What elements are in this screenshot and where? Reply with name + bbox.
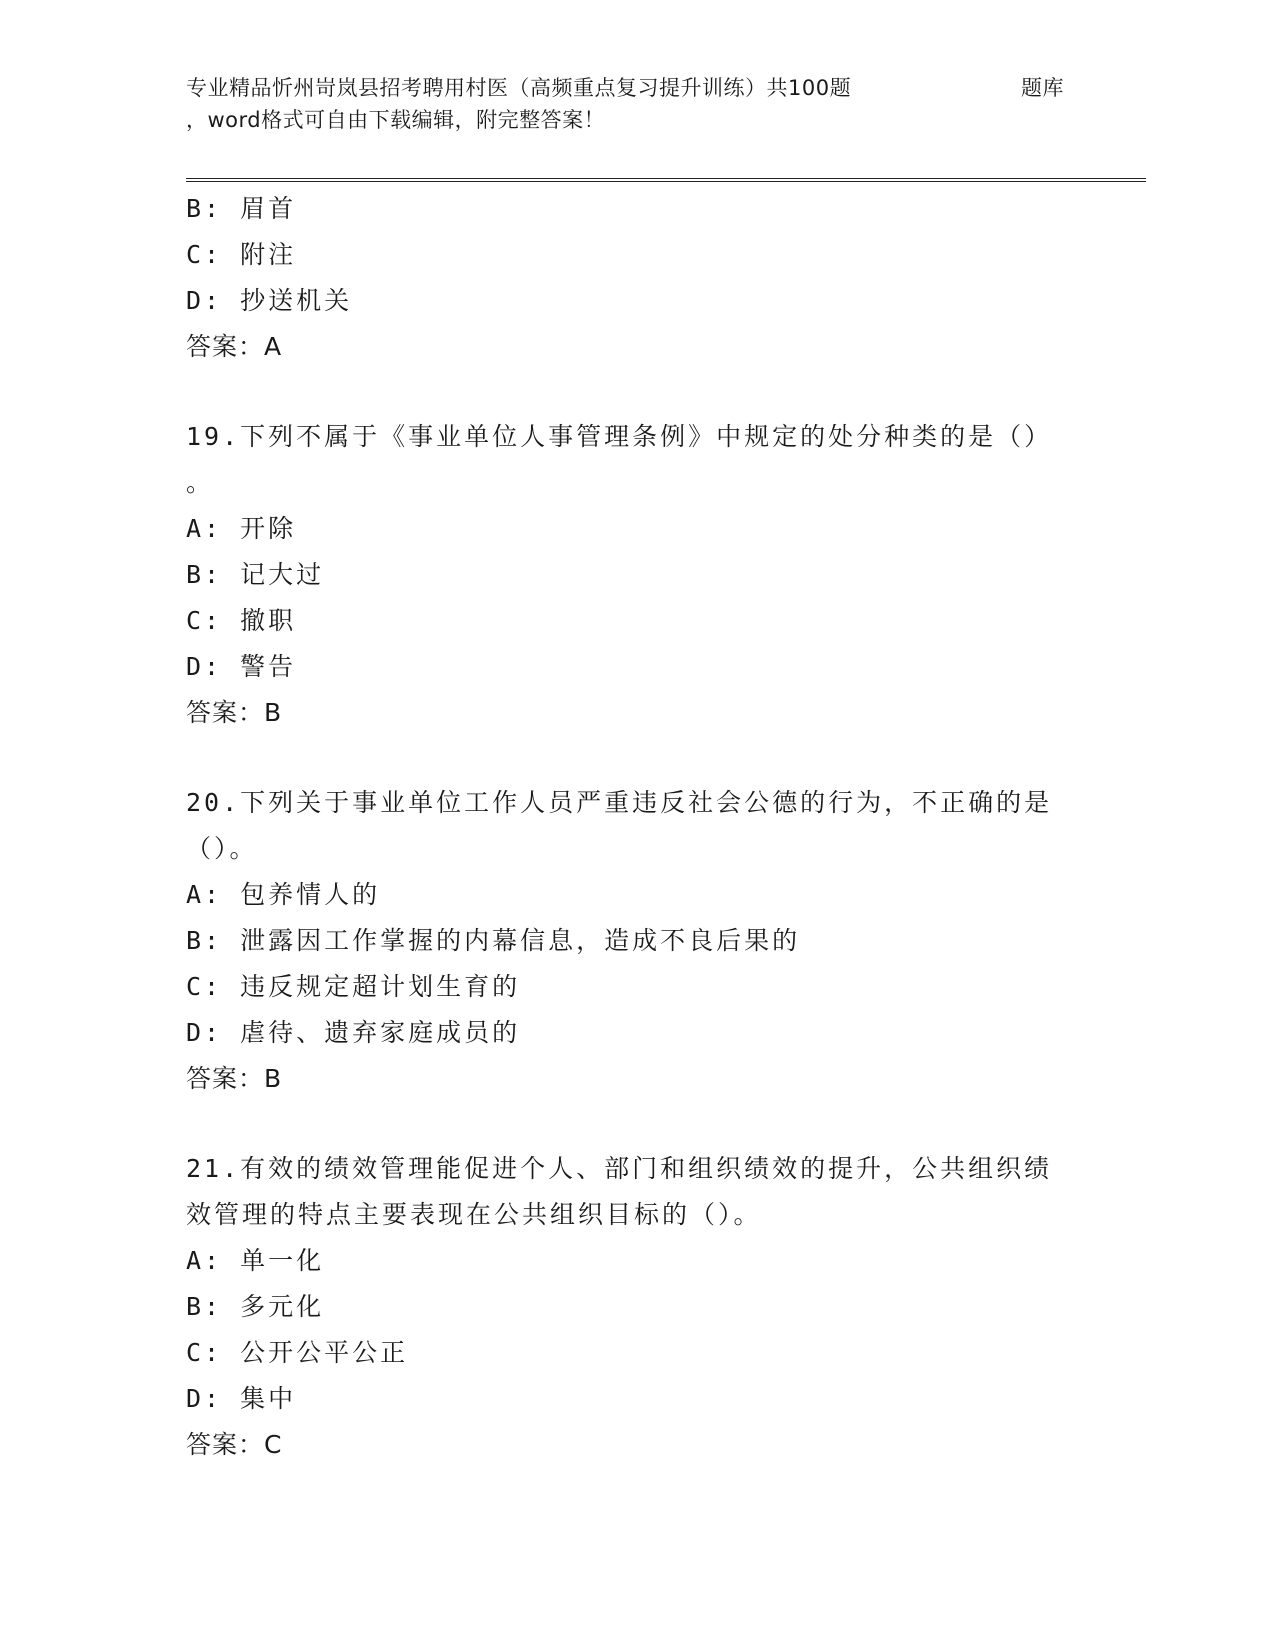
option-a: A: 单一化 <box>186 1246 325 1275</box>
header-title: 专业精品忻州岢岚县招考聘用村医（高频重点复习提升训练）共100题 <box>186 76 852 100</box>
header-tag: 题库 <box>1021 76 1064 100</box>
option-b: B: 多元化 <box>186 1292 325 1321</box>
question-19 <box>186 414 1086 736</box>
question-stem-cont: 。 <box>186 468 215 497</box>
header-line-1 <box>186 72 1146 104</box>
option-d: D: 虐待、遗弃家庭成员的 <box>186 1018 521 1047</box>
option-d: D: 集中 <box>186 1384 297 1413</box>
question-21 <box>186 1146 1086 1468</box>
header-line-2: ，word格式可自由下载编辑，附完整答案！ <box>186 108 606 132</box>
answer: 答案：A <box>186 332 283 361</box>
question-stem: 21.有效的绩效管理能促进个人、部门和组织绩效的提升，公共组织绩 <box>186 1154 1053 1183</box>
question-stem: 20.下列关于事业单位工作人员严重违反社会公德的行为，不正确的是 <box>186 788 1053 817</box>
option-c: C: 违反规定超计划生育的 <box>186 972 521 1001</box>
option-a: A: 开除 <box>186 514 297 543</box>
question-18 <box>186 186 1086 370</box>
option-d: D: 警告 <box>186 652 297 681</box>
question-stem-cont: （）。 <box>186 834 258 863</box>
option-c: C: 公开公平公正 <box>186 1338 409 1367</box>
option-b: B: 记大过 <box>186 560 325 589</box>
question-list <box>186 186 1086 1468</box>
answer: 答案：B <box>186 698 283 727</box>
question-20 <box>186 780 1086 1102</box>
option-a: A: 包养情人的 <box>186 880 381 909</box>
question-stem: 19.下列不属于《事业单位人事管理条例》中规定的处分种类的是（） <box>186 422 1053 451</box>
answer: 答案：B <box>186 1064 283 1093</box>
option-c: C: 撤职 <box>186 606 297 635</box>
option-c: C: 附注 <box>186 240 297 269</box>
answer: 答案：C <box>186 1430 283 1459</box>
option-d: D: 抄送机关 <box>186 286 353 315</box>
question-stem-cont: 效管理的特点主要表现在公共组织目标的（）。 <box>186 1200 762 1229</box>
option-b: B: 泄露因工作掌握的内幕信息，造成不良后果的 <box>186 926 801 955</box>
header-divider <box>186 178 1146 182</box>
page-header <box>186 72 1146 136</box>
option-b: B: 眉首 <box>186 194 297 223</box>
